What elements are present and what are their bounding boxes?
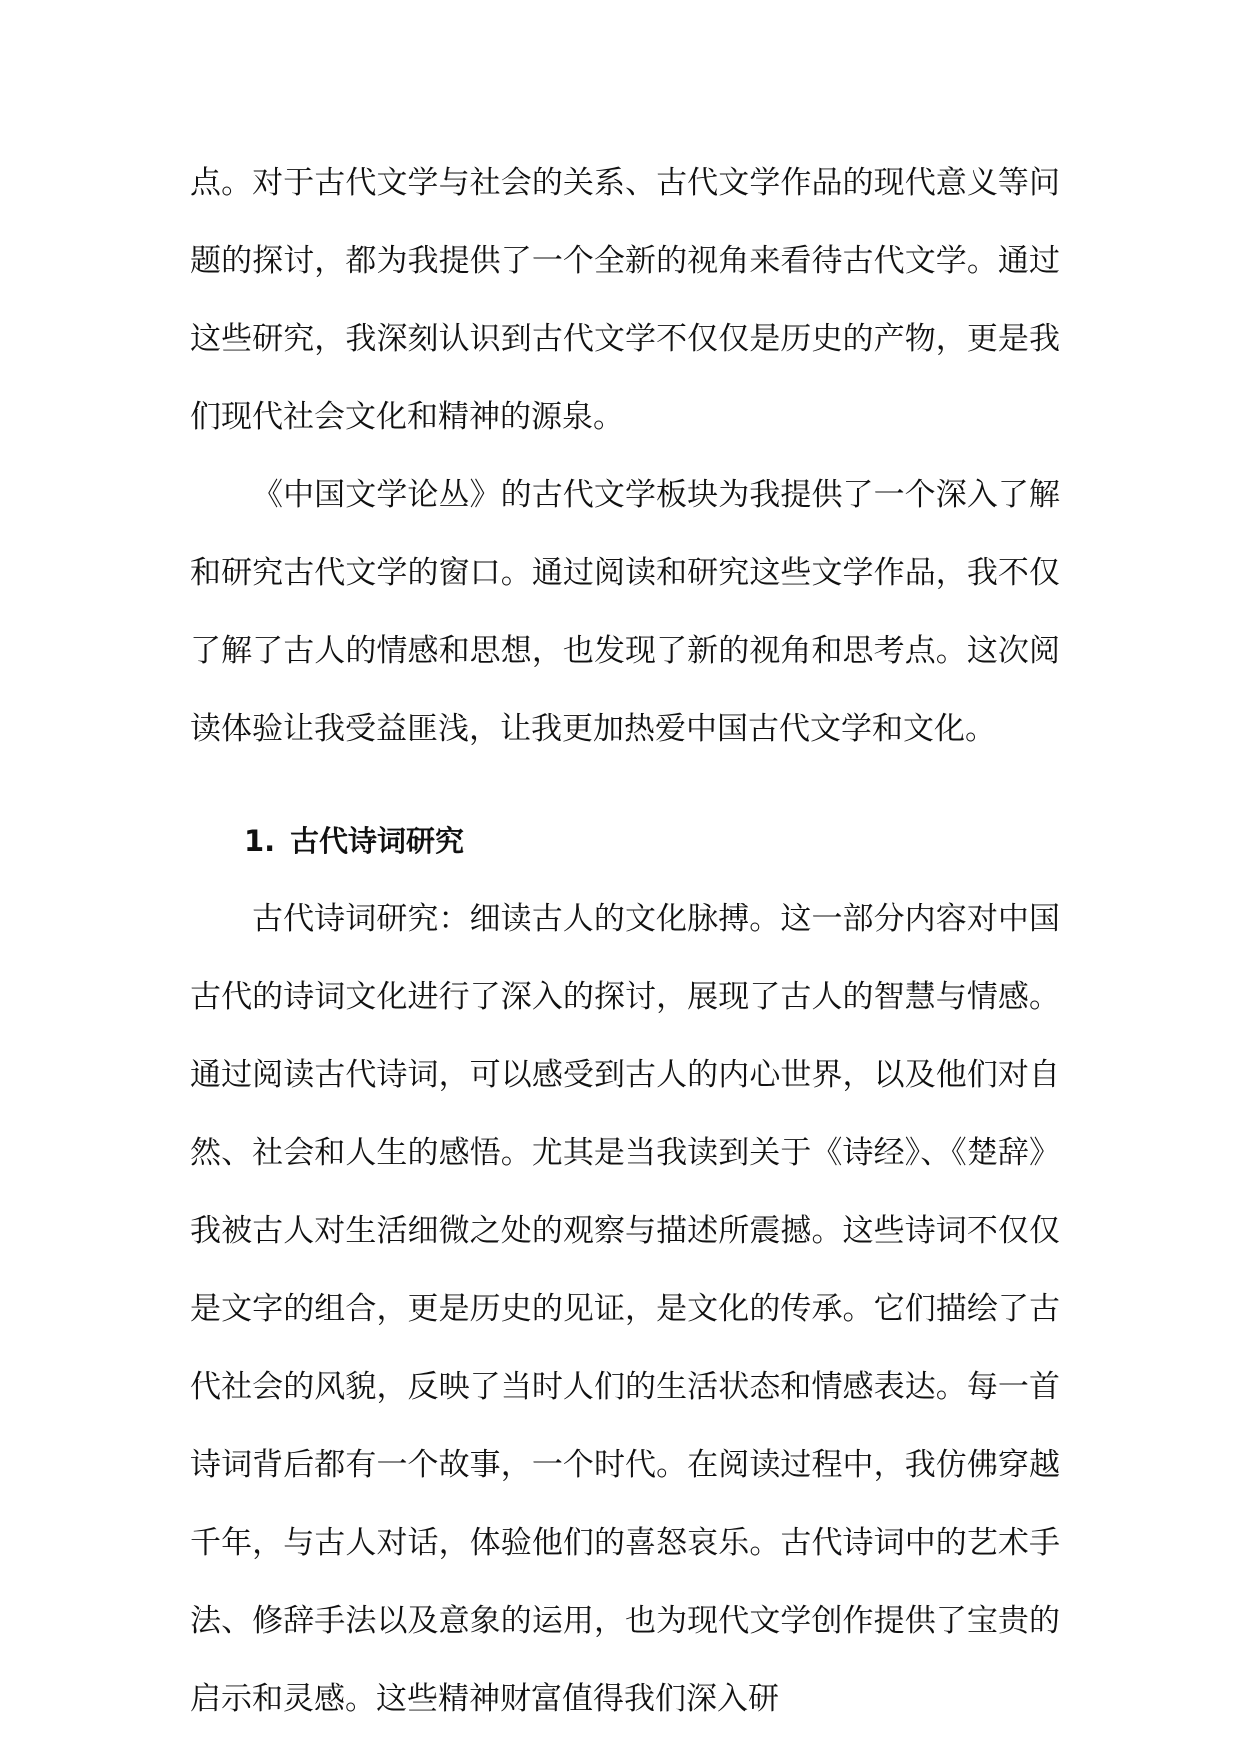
section-heading [190, 802, 1060, 880]
document-body [190, 144, 1060, 1738]
paragraph-journal-summary: 《中国文学论丛》的古代文学板块为我提供了一个深入了解和研究古代文学的窗口。通过阅读和研究这些文学作品，我不仅了解了古人的情感和思想，也发现了新的视角和思考点。这次阅读体验让我受益匪浅，让我更加热爱中国古代文学和文化。 [190, 477, 1060, 747]
paragraph-poetry-study: 古代诗词研究：细读古人的文化脉搏。这一部分内容对中国古代的诗词文化进行了深入的探讨，展现了古人的智慧与情感。通过阅读古代诗词，可以感受到古人的内心世界，以及他们对自然、社会和人生的感悟。尤其是当我读到关于《诗经》、《楚辞》我被古人对生活细微之处的观察与描述所震撼。这些诗词不仅仅是文字的组合，更是历史的见证，是文化的传承。它们描绘了古代社会的风貌，反映了当时人们的生活状态和情感表达。每一首诗词背后都有一个故事，一个时代。在阅读过程中，我仿佛穿越千年，与古人对话，体验他们的喜怒哀乐。古代诗词中的艺术手法、修辞手法以及意象的运用，也为现代文学创作提供了宝贵的启示和灵感。这些精神财富值得我们深入研 [190, 901, 1060, 1717]
section-title: 古代诗词研究 [290, 824, 465, 858]
section-number: 1. [244, 824, 276, 858]
paragraph-continuation: 点。对于古代文学与社会的关系、古代文学作品的现代意义等问题的探讨，都为我提供了一个全新的视角来看待古代文学。通过这些研究，我深刻认识到古代文学不仅仅是历史的产物，更是我们现代社会文化和精神的源泉。 [190, 165, 1060, 435]
